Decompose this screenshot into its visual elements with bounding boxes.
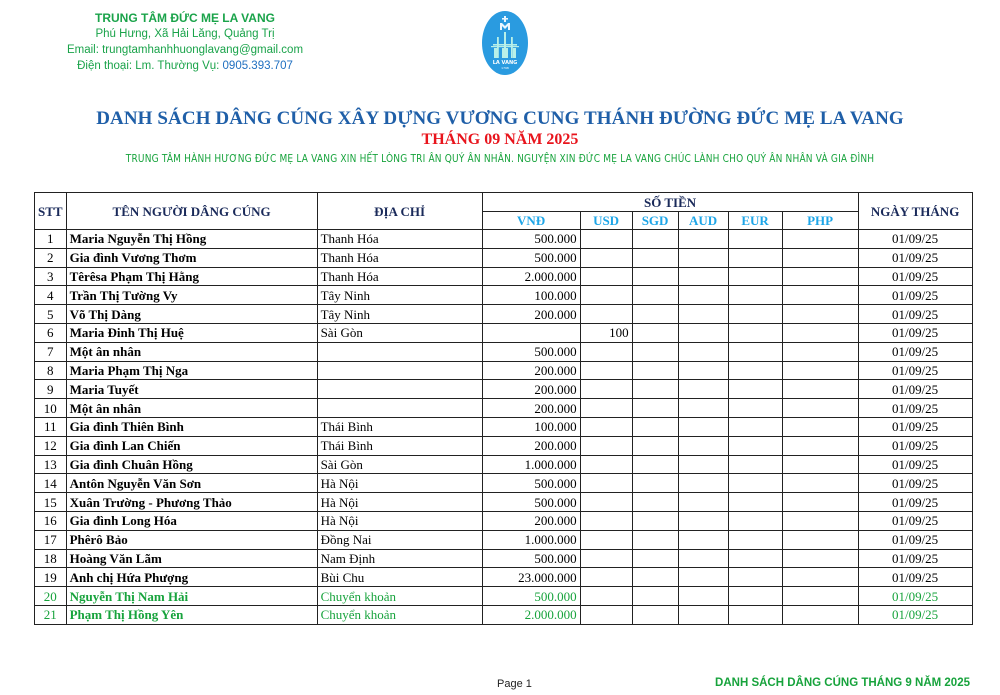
cell-php [782, 417, 858, 436]
cell-date: 01/09/25 [858, 248, 972, 267]
cell-stt: 13 [35, 455, 67, 474]
table-row [35, 399, 973, 418]
cell-address: Chuyển khoản [317, 605, 482, 624]
cell-sgd [632, 342, 678, 361]
cell-usd [580, 511, 632, 530]
cell-vnd: 200.000 [482, 511, 580, 530]
cell-sgd [632, 399, 678, 418]
cell-php [782, 380, 858, 399]
cell-stt: 10 [35, 399, 67, 418]
cell-php [782, 587, 858, 606]
cell-stt: 8 [35, 361, 67, 380]
cell-date: 01/09/25 [858, 230, 972, 249]
cell-sgd [632, 436, 678, 455]
cell-date: 01/09/25 [858, 587, 972, 606]
cell-name: Gia đình Long Hóa [66, 511, 317, 530]
header-currency-usd: USD [580, 212, 632, 230]
cell-date: 01/09/25 [858, 323, 972, 342]
cell-vnd: 200.000 [482, 361, 580, 380]
cell-usd [580, 361, 632, 380]
cell-aud [678, 417, 728, 436]
header-address: ĐỊA CHỈ [317, 193, 482, 230]
cell-eur [728, 455, 782, 474]
cell-address: Sài Gòn [317, 455, 482, 474]
cell-date: 01/09/25 [858, 511, 972, 530]
cell-stt: 17 [35, 530, 67, 549]
cell-stt: 5 [35, 305, 67, 324]
cell-vnd: 500.000 [482, 474, 580, 493]
cell-date: 01/09/25 [858, 493, 972, 512]
cell-address: Hà Nội [317, 511, 482, 530]
cell-name: Gia đình Lan Chiến [66, 436, 317, 455]
phone-number: 0905.393.707 [222, 60, 293, 72]
cell-usd [580, 436, 632, 455]
table-row [35, 587, 973, 606]
cell-eur [728, 417, 782, 436]
cell-date: 01/09/25 [858, 436, 972, 455]
cell-address: Nam Định [317, 549, 482, 568]
cell-vnd: 2.000.000 [482, 605, 580, 624]
cell-aud [678, 267, 728, 286]
cell-aud [678, 587, 728, 606]
cell-name: Gia đình Chuân Hồng [66, 455, 317, 474]
cell-date: 01/09/25 [858, 455, 972, 474]
header-currency-sgd: SGD [632, 212, 678, 230]
table-row [35, 361, 973, 380]
cell-name: Maria Đinh Thị Huệ [66, 323, 317, 342]
document-title: DANH SÁCH DÂNG CÚNG XÂY DỰNG VƯƠNG CUNG THÁNH ĐƯỜNG ĐỨC MẸ LA VANG [96, 108, 904, 129]
cell-aud [678, 474, 728, 493]
cell-vnd: 100.000 [482, 417, 580, 436]
cell-usd [580, 342, 632, 361]
cell-sgd [632, 267, 678, 286]
cell-php [782, 267, 858, 286]
table-row [35, 248, 973, 267]
table-row [35, 267, 973, 286]
document-subtitle: THÁNG 09 NĂM 2025 [421, 131, 579, 148]
cell-vnd: 500.000 [482, 230, 580, 249]
cell-usd [580, 605, 632, 624]
cell-eur [728, 361, 782, 380]
cell-sgd [632, 455, 678, 474]
cell-eur [728, 305, 782, 324]
cell-aud [678, 436, 728, 455]
organization-info [40, 10, 330, 74]
cell-sgd [632, 305, 678, 324]
cell-eur [728, 511, 782, 530]
cell-sgd [632, 248, 678, 267]
cell-sgd [632, 568, 678, 587]
cell-name: Xuân Trường - Phương Thảo [66, 493, 317, 512]
cell-stt: 7 [35, 342, 67, 361]
cell-address: Thanh Hóa [317, 248, 482, 267]
cell-eur [728, 474, 782, 493]
cell-stt: 20 [35, 587, 67, 606]
cell-stt: 3 [35, 267, 67, 286]
cell-stt: 12 [35, 436, 67, 455]
cell-name: Têrêsa Phạm Thị Hằng [66, 267, 317, 286]
cell-eur [728, 605, 782, 624]
cell-php [782, 474, 858, 493]
cell-sgd [632, 286, 678, 305]
cell-address: Thanh Hóa [317, 230, 482, 249]
cell-vnd: 500.000 [482, 587, 580, 606]
cell-name: Võ Thị Dàng [66, 305, 317, 324]
cell-name: Trần Thị Tường Vy [66, 286, 317, 305]
cell-address: Đồng Nai [317, 530, 482, 549]
table-row [35, 511, 973, 530]
cell-vnd: 500.000 [482, 493, 580, 512]
cell-vnd: 200.000 [482, 305, 580, 324]
cell-usd: 100 [580, 323, 632, 342]
logo-year: 1798 [501, 66, 509, 70]
cell-sgd [632, 380, 678, 399]
cell-stt: 1 [35, 230, 67, 249]
cell-vnd: 2.000.000 [482, 267, 580, 286]
cell-eur [728, 230, 782, 249]
cell-php [782, 511, 858, 530]
footer-title: DANH SÁCH DÂNG CÚNG THÁNG 9 NĂM 2025 [715, 677, 970, 689]
cell-name: Anh chị Hứa Phượng [66, 568, 317, 587]
cell-php [782, 230, 858, 249]
cell-sgd [632, 361, 678, 380]
cell-sgd [632, 587, 678, 606]
cell-stt: 15 [35, 493, 67, 512]
cell-address: Tây Ninh [317, 286, 482, 305]
cell-eur [728, 587, 782, 606]
header-currency-php: PHP [782, 212, 858, 230]
cell-vnd: 100.000 [482, 286, 580, 305]
cell-sgd [632, 493, 678, 512]
cell-usd [580, 587, 632, 606]
cell-name: Một ân nhân [66, 399, 317, 418]
cell-php [782, 305, 858, 324]
cell-aud [678, 568, 728, 587]
cell-eur [728, 399, 782, 418]
organization-phone [40, 58, 330, 74]
cell-php [782, 605, 858, 624]
cell-name: Antôn Nguyễn Văn Sơn [66, 474, 317, 493]
cell-sgd [632, 230, 678, 249]
cell-date: 01/09/25 [858, 380, 972, 399]
cell-date: 01/09/25 [858, 417, 972, 436]
cell-date: 01/09/25 [858, 267, 972, 286]
cell-stt: 16 [35, 511, 67, 530]
cell-date: 01/09/25 [858, 286, 972, 305]
cell-aud [678, 380, 728, 399]
cell-eur [728, 248, 782, 267]
header-name: TÊN NGƯỜI DÂNG CÚNG [66, 193, 317, 230]
cell-address [317, 361, 482, 380]
table-row [35, 455, 973, 474]
cell-date: 01/09/25 [858, 305, 972, 324]
table-row [35, 605, 973, 624]
cell-usd [580, 493, 632, 512]
cell-aud [678, 361, 728, 380]
table-row [35, 417, 973, 436]
cell-name: Phêrô Bảo [66, 530, 317, 549]
table-row [35, 323, 973, 342]
cell-address: Hà Nội [317, 474, 482, 493]
cell-usd [580, 286, 632, 305]
cell-address: Hà Nội [317, 493, 482, 512]
cell-sgd [632, 511, 678, 530]
table-header-row [35, 193, 973, 212]
cell-aud [678, 493, 728, 512]
cell-stt: 21 [35, 605, 67, 624]
cell-stt: 6 [35, 323, 67, 342]
organization-name: TRUNG TÂM ĐỨC MẸ LA VANG [95, 11, 275, 25]
cell-stt: 14 [35, 474, 67, 493]
cell-eur [728, 380, 782, 399]
cell-name: Maria Nguyễn Thị Hồng [66, 230, 317, 249]
cell-php [782, 361, 858, 380]
cell-address: Thái Bình [317, 436, 482, 455]
cell-php [782, 436, 858, 455]
cell-aud [678, 530, 728, 549]
la-vang-basilica-logo-icon [481, 10, 529, 76]
cell-vnd: 200.000 [482, 436, 580, 455]
cell-vnd: 23.000.000 [482, 568, 580, 587]
organization-address: Phú Hưng, Xã Hải Lăng, Quảng Trị [95, 28, 275, 40]
header-currency-eur: EUR [728, 212, 782, 230]
organization-email: Email: trungtamhanhhuonglavang@gmail.com [66, 44, 304, 56]
cell-eur [728, 493, 782, 512]
cell-aud [678, 323, 728, 342]
cell-sgd [632, 417, 678, 436]
cell-php [782, 399, 858, 418]
cell-name: Gia đình Thiên Bình [66, 417, 317, 436]
cell-usd [580, 230, 632, 249]
cell-address: Thanh Hóa [317, 267, 482, 286]
cell-sgd [632, 549, 678, 568]
table-row [35, 305, 973, 324]
cell-eur [728, 436, 782, 455]
cell-aud [678, 549, 728, 568]
header-date: NGÀY THÁNG [858, 193, 972, 230]
cell-vnd: 500.000 [482, 342, 580, 361]
cell-usd [580, 248, 632, 267]
cell-address: Sài Gòn [317, 323, 482, 342]
header-currency-vnd: VNĐ [482, 212, 580, 230]
cell-usd [580, 474, 632, 493]
cell-vnd: 200.000 [482, 399, 580, 418]
cell-aud [678, 605, 728, 624]
cell-usd [580, 530, 632, 549]
cell-date: 01/09/25 [858, 530, 972, 549]
cell-name: Phạm Thị Hồng Yên [66, 605, 317, 624]
header-stt: STT [35, 193, 67, 230]
cell-php [782, 568, 858, 587]
cell-aud [678, 455, 728, 474]
cell-address: Bùi Chu [317, 568, 482, 587]
cell-stt: 19 [35, 568, 67, 587]
table-row [35, 530, 973, 549]
cell-php [782, 530, 858, 549]
table-row [35, 286, 973, 305]
cell-date: 01/09/25 [858, 342, 972, 361]
cell-aud [678, 399, 728, 418]
cell-vnd: 1.000.000 [482, 455, 580, 474]
cell-name: Gia đình Vương Thơm [66, 248, 317, 267]
cell-eur [728, 342, 782, 361]
phone-label: Điện thoại: Lm. Thường Vụ: [77, 60, 223, 72]
header-currency-aud: AUD [678, 212, 728, 230]
table-row [35, 436, 973, 455]
cell-usd [580, 549, 632, 568]
cell-stt: 11 [35, 417, 67, 436]
cell-php [782, 342, 858, 361]
cell-php [782, 248, 858, 267]
cell-date: 01/09/25 [858, 549, 972, 568]
cell-vnd [482, 323, 580, 342]
cell-usd [580, 455, 632, 474]
cell-php [782, 323, 858, 342]
cell-sgd [632, 605, 678, 624]
cell-aud [678, 511, 728, 530]
cell-eur [728, 267, 782, 286]
cell-usd [580, 267, 632, 286]
table-row [35, 380, 973, 399]
cell-vnd: 500.000 [482, 248, 580, 267]
thanks-message: TRUNG TÂM HÀNH HƯƠNG ĐỨC MẸ LA VANG XIN HẾT LÒNG TRI ÂN QUÝ ÂN NHÂN. NGUYỆN XIN ĐỨC MẸ LA VANG CHÚC LÀNH CHO QUÝ ÂN NHÂN VÀ GIA ĐÌNH [125, 153, 875, 165]
cell-address: Chuyển khoản [317, 587, 482, 606]
cell-aud [678, 305, 728, 324]
cell-usd [580, 399, 632, 418]
cell-eur [728, 568, 782, 587]
donation-table [34, 192, 973, 625]
cell-usd [580, 380, 632, 399]
cell-usd [580, 417, 632, 436]
cell-date: 01/09/25 [858, 605, 972, 624]
cell-eur [728, 286, 782, 305]
cell-address [317, 380, 482, 399]
header-amount-group: SỐ TIỀN [482, 193, 858, 212]
cell-php [782, 286, 858, 305]
cell-php [782, 493, 858, 512]
cell-name: Hoàng Văn Lãm [66, 549, 317, 568]
table-row [35, 474, 973, 493]
table-row [35, 342, 973, 361]
cell-name: Maria Tuyết [66, 380, 317, 399]
cell-stt: 18 [35, 549, 67, 568]
cell-aud [678, 248, 728, 267]
cell-usd [580, 305, 632, 324]
cell-aud [678, 286, 728, 305]
cell-sgd [632, 323, 678, 342]
cell-name: Nguyễn Thị Nam Hải [66, 587, 317, 606]
cell-name: Maria Phạm Thị Nga [66, 361, 317, 380]
cell-date: 01/09/25 [858, 361, 972, 380]
cell-eur [728, 323, 782, 342]
cell-php [782, 549, 858, 568]
table-row [35, 549, 973, 568]
cell-sgd [632, 530, 678, 549]
cell-name: Một ân nhân [66, 342, 317, 361]
cell-vnd: 200.000 [482, 380, 580, 399]
page-number: Page 1 [497, 678, 532, 690]
cell-usd [580, 568, 632, 587]
cell-date: 01/09/25 [858, 474, 972, 493]
cell-stt: 9 [35, 380, 67, 399]
cell-vnd: 500.000 [482, 549, 580, 568]
cell-sgd [632, 474, 678, 493]
cell-address [317, 399, 482, 418]
cell-date: 01/09/25 [858, 568, 972, 587]
table-row [35, 568, 973, 587]
cell-date: 01/09/25 [858, 399, 972, 418]
cell-address [317, 342, 482, 361]
cell-eur [728, 549, 782, 568]
cell-stt: 4 [35, 286, 67, 305]
cell-aud [678, 342, 728, 361]
cell-eur [728, 530, 782, 549]
cell-vnd: 1.000.000 [482, 530, 580, 549]
cell-address: Tây Ninh [317, 305, 482, 324]
cell-address: Thái Bình [317, 417, 482, 436]
cell-stt: 2 [35, 248, 67, 267]
table-row [35, 493, 973, 512]
table-row [35, 230, 973, 249]
cell-php [782, 455, 858, 474]
logo-text: LA VANG [492, 60, 518, 66]
cell-aud [678, 230, 728, 249]
